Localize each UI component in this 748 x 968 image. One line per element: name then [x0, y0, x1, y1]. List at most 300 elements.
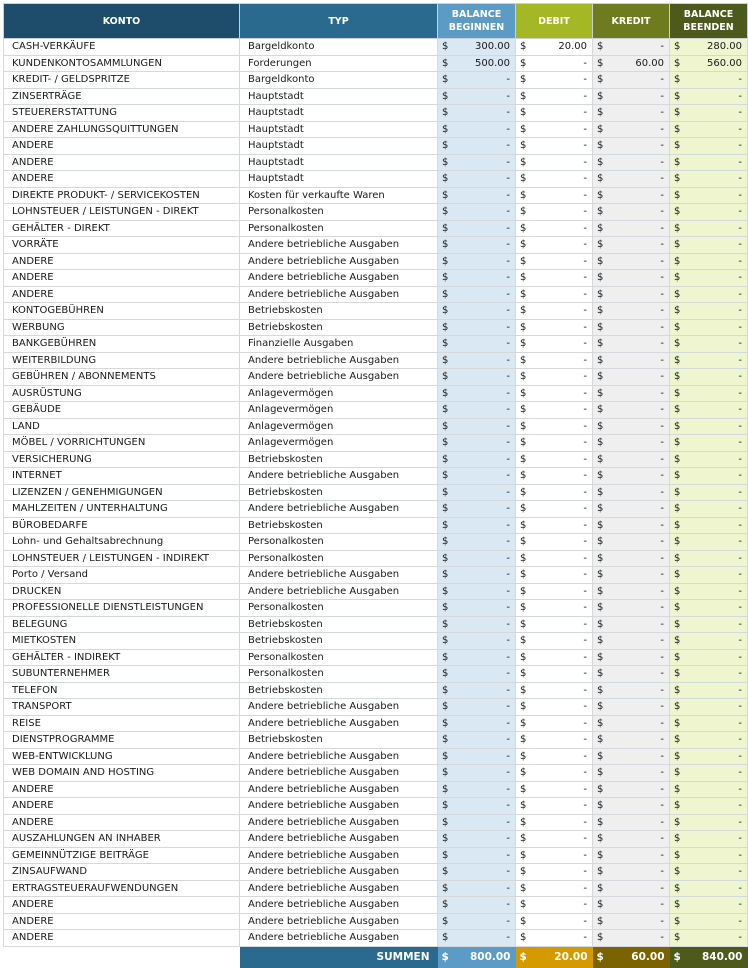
cell-balance-begin[interactable]: $ - [438, 121, 516, 138]
cell-konto[interactable]: LOHNSTEUER / LEISTUNGEN - DIREKT [4, 204, 240, 221]
cell-typ[interactable]: Andere betriebliche Ausgaben [240, 369, 438, 386]
cell-typ[interactable]: Andere betriebliche Ausgaben [240, 567, 438, 584]
cell-debit[interactable]: $ - [516, 864, 593, 881]
cell-kredit[interactable]: $ - [593, 567, 670, 584]
cell-debit[interactable]: $ - [516, 930, 593, 947]
cell-balance-begin[interactable]: $ - [438, 286, 516, 303]
cell-kredit[interactable]: $ - [593, 798, 670, 815]
cell-debit[interactable]: $ - [516, 847, 593, 864]
cell-balance-begin[interactable]: $ - [438, 583, 516, 600]
cell-balance-begin[interactable]: $ 300.00 [438, 39, 516, 56]
cell-balance-end[interactable]: $ - [670, 748, 748, 765]
cell-balance-end[interactable]: $ - [670, 435, 748, 452]
cell-kredit[interactable]: $ 60.00 [593, 55, 670, 72]
cell-kredit[interactable]: $ - [593, 418, 670, 435]
cell-balance-begin[interactable]: $ - [438, 336, 516, 353]
cell-kredit[interactable]: $ - [593, 435, 670, 452]
cell-balance-end[interactable]: $ - [670, 699, 748, 716]
cell-konto[interactable]: WEITERBILDUNG [4, 352, 240, 369]
cell-debit[interactable]: $ - [516, 897, 593, 914]
cell-debit[interactable]: $ - [516, 286, 593, 303]
cell-typ[interactable]: Betriebskosten [240, 682, 438, 699]
cell-typ[interactable]: Andere betriebliche Ausgaben [240, 352, 438, 369]
cell-balance-begin[interactable]: $ - [438, 864, 516, 881]
cell-debit[interactable]: $ - [516, 468, 593, 485]
cell-typ[interactable]: Anlagevermögen [240, 435, 438, 452]
cell-kredit[interactable]: $ - [593, 484, 670, 501]
cell-debit[interactable]: $ - [516, 72, 593, 89]
cell-konto[interactable]: BELEGUNG [4, 616, 240, 633]
cell-balance-begin[interactable]: $ - [438, 550, 516, 567]
cell-konto[interactable]: INTERNET [4, 468, 240, 485]
cell-kredit[interactable]: $ - [593, 171, 670, 188]
cell-typ[interactable]: Andere betriebliche Ausgaben [240, 913, 438, 930]
cell-typ[interactable]: Andere betriebliche Ausgaben [240, 897, 438, 914]
cell-typ[interactable]: Andere betriebliche Ausgaben [240, 699, 438, 716]
cell-debit[interactable]: $ - [516, 666, 593, 683]
cell-balance-end[interactable]: $ - [670, 286, 748, 303]
cell-konto[interactable]: ANDERE [4, 154, 240, 171]
cell-typ[interactable]: Kosten für verkaufte Waren [240, 187, 438, 204]
cell-konto[interactable]: GEBÄUDE [4, 402, 240, 419]
cell-debit[interactable]: $ - [516, 270, 593, 287]
cell-typ[interactable]: Betriebskosten [240, 633, 438, 650]
cell-balance-begin[interactable]: $ - [438, 237, 516, 254]
cell-kredit[interactable]: $ - [593, 715, 670, 732]
cell-balance-begin[interactable]: $ - [438, 814, 516, 831]
cell-balance-end[interactable]: $ - [670, 897, 748, 914]
cell-balance-begin[interactable]: $ - [438, 319, 516, 336]
cell-balance-begin[interactable]: $ - [438, 699, 516, 716]
cell-typ[interactable]: Personalkosten [240, 600, 438, 617]
cell-balance-begin[interactable]: $ - [438, 913, 516, 930]
cell-balance-begin[interactable]: $ - [438, 468, 516, 485]
cell-balance-end[interactable]: $ - [670, 154, 748, 171]
cell-kredit[interactable]: $ - [593, 814, 670, 831]
cell-debit[interactable]: $ - [516, 253, 593, 270]
cell-konto[interactable]: ANDERE ZAHLUNGSQUITTUNGEN [4, 121, 240, 138]
cell-kredit[interactable]: $ - [593, 765, 670, 782]
cell-balance-end[interactable]: $ - [670, 352, 748, 369]
cell-debit[interactable]: $ - [516, 88, 593, 105]
cell-balance-end[interactable]: $ - [670, 418, 748, 435]
cell-balance-begin[interactable]: $ 500.00 [438, 55, 516, 72]
cell-balance-end[interactable]: $ - [670, 814, 748, 831]
cell-typ[interactable]: Personalkosten [240, 550, 438, 567]
cell-kredit[interactable]: $ - [593, 286, 670, 303]
cell-debit[interactable]: $ 20.00 [516, 39, 593, 56]
cell-konto[interactable]: Porto / Versand [4, 567, 240, 584]
cell-debit[interactable]: $ - [516, 154, 593, 171]
cell-balance-end[interactable]: $ - [670, 501, 748, 518]
cell-balance-end[interactable]: $ - [670, 451, 748, 468]
cell-konto[interactable]: ANDERE [4, 798, 240, 815]
cell-typ[interactable]: Andere betriebliche Ausgaben [240, 286, 438, 303]
cell-kredit[interactable]: $ - [593, 517, 670, 534]
cell-konto[interactable]: ANDERE [4, 814, 240, 831]
cell-debit[interactable]: $ - [516, 732, 593, 749]
cell-typ[interactable]: Andere betriebliche Ausgaben [240, 715, 438, 732]
cell-debit[interactable]: $ - [516, 600, 593, 617]
cell-typ[interactable]: Andere betriebliche Ausgaben [240, 253, 438, 270]
cell-balance-end[interactable]: $ - [670, 319, 748, 336]
cell-debit[interactable]: $ - [516, 781, 593, 798]
cell-balance-end[interactable]: $ - [670, 220, 748, 237]
cell-konto[interactable]: KREDIT- / GELDSPRITZE [4, 72, 240, 89]
cell-balance-begin[interactable]: $ - [438, 303, 516, 320]
cell-balance-end[interactable]: $ - [670, 253, 748, 270]
cell-debit[interactable]: $ - [516, 765, 593, 782]
cell-balance-end[interactable]: $ - [670, 633, 748, 650]
cell-konto[interactable]: ANDERE [4, 930, 240, 947]
cell-debit[interactable]: $ - [516, 682, 593, 699]
cell-debit[interactable]: $ - [516, 814, 593, 831]
cell-balance-end[interactable]: $ - [670, 847, 748, 864]
cell-balance-end[interactable]: $ - [670, 121, 748, 138]
cell-kredit[interactable]: $ - [593, 468, 670, 485]
cell-debit[interactable]: $ - [516, 187, 593, 204]
cell-kredit[interactable]: $ - [593, 39, 670, 56]
cell-kredit[interactable]: $ - [593, 154, 670, 171]
cell-kredit[interactable]: $ - [593, 88, 670, 105]
cell-balance-begin[interactable]: $ - [438, 715, 516, 732]
cell-konto[interactable]: GEHÄLTER - INDIREKT [4, 649, 240, 666]
cell-balance-begin[interactable]: $ - [438, 204, 516, 221]
cell-kredit[interactable]: $ - [593, 352, 670, 369]
cell-kredit[interactable]: $ - [593, 748, 670, 765]
cell-balance-end[interactable]: $ - [670, 682, 748, 699]
cell-konto[interactable]: ZINSERTRÄGE [4, 88, 240, 105]
cell-typ[interactable]: Betriebskosten [240, 303, 438, 320]
cell-balance-end[interactable]: $ - [670, 88, 748, 105]
cell-balance-begin[interactable]: $ - [438, 682, 516, 699]
cell-debit[interactable]: $ - [516, 385, 593, 402]
cell-debit[interactable]: $ - [516, 484, 593, 501]
cell-balance-end[interactable]: $ - [670, 550, 748, 567]
cell-balance-end[interactable]: $ - [670, 468, 748, 485]
cell-kredit[interactable]: $ - [593, 913, 670, 930]
cell-debit[interactable]: $ - [516, 451, 593, 468]
cell-kredit[interactable]: $ - [593, 732, 670, 749]
cell-debit[interactable]: $ - [516, 121, 593, 138]
cell-balance-end[interactable]: $ - [670, 402, 748, 419]
cell-debit[interactable]: $ - [516, 633, 593, 650]
cell-debit[interactable]: $ - [516, 831, 593, 848]
cell-debit[interactable]: $ - [516, 699, 593, 716]
cell-balance-end[interactable]: $ - [670, 385, 748, 402]
cell-kredit[interactable]: $ - [593, 649, 670, 666]
cell-debit[interactable]: $ - [516, 237, 593, 254]
cell-konto[interactable]: DRUCKEN [4, 583, 240, 600]
cell-balance-begin[interactable]: $ - [438, 847, 516, 864]
cell-balance-begin[interactable]: $ - [438, 171, 516, 188]
cell-balance-begin[interactable]: $ - [438, 187, 516, 204]
cell-konto[interactable]: DIREKTE PRODUKT- / SERVICEKOSTEN [4, 187, 240, 204]
cell-kredit[interactable]: $ - [593, 847, 670, 864]
cell-debit[interactable]: $ - [516, 913, 593, 930]
cell-debit[interactable]: $ - [516, 567, 593, 584]
cell-konto[interactable]: ANDERE [4, 781, 240, 798]
cell-balance-end[interactable]: $ 560.00 [670, 55, 748, 72]
cell-typ[interactable]: Andere betriebliche Ausgaben [240, 748, 438, 765]
cell-typ[interactable]: Andere betriebliche Ausgaben [240, 765, 438, 782]
cell-kredit[interactable]: $ - [593, 121, 670, 138]
cell-balance-end[interactable]: $ - [670, 616, 748, 633]
cell-typ[interactable]: Hauptstadt [240, 171, 438, 188]
cell-balance-begin[interactable]: $ - [438, 402, 516, 419]
cell-kredit[interactable]: $ - [593, 616, 670, 633]
cell-balance-begin[interactable]: $ - [438, 418, 516, 435]
cell-balance-end[interactable]: $ - [670, 798, 748, 815]
cell-kredit[interactable]: $ - [593, 204, 670, 221]
cell-kredit[interactable]: $ - [593, 699, 670, 716]
cell-kredit[interactable]: $ - [593, 930, 670, 947]
cell-debit[interactable]: $ - [516, 369, 593, 386]
cell-konto[interactable]: LAND [4, 418, 240, 435]
cell-kredit[interactable]: $ - [593, 369, 670, 386]
cell-konto[interactable]: SUBUNTERNEHMER [4, 666, 240, 683]
cell-kredit[interactable]: $ - [593, 897, 670, 914]
cell-typ[interactable]: Personalkosten [240, 666, 438, 683]
cell-kredit[interactable]: $ - [593, 138, 670, 155]
cell-typ[interactable]: Andere betriebliche Ausgaben [240, 583, 438, 600]
cell-konto[interactable]: VORRÄTE [4, 237, 240, 254]
cell-balance-end[interactable]: $ - [670, 517, 748, 534]
cell-balance-begin[interactable]: $ - [438, 633, 516, 650]
cell-balance-begin[interactable]: $ - [438, 138, 516, 155]
cell-kredit[interactable]: $ - [593, 237, 670, 254]
cell-balance-begin[interactable]: $ - [438, 253, 516, 270]
cell-balance-begin[interactable]: $ - [438, 517, 516, 534]
cell-typ[interactable]: Betriebskosten [240, 616, 438, 633]
cell-debit[interactable]: $ - [516, 303, 593, 320]
cell-kredit[interactable]: $ - [593, 72, 670, 89]
cell-balance-end[interactable]: $ - [670, 484, 748, 501]
cell-debit[interactable]: $ - [516, 402, 593, 419]
cell-balance-begin[interactable]: $ - [438, 600, 516, 617]
cell-konto[interactable]: LIZENZEN / GENEHMIGUNGEN [4, 484, 240, 501]
cell-konto[interactable]: TELEFON [4, 682, 240, 699]
cell-balance-begin[interactable]: $ - [438, 732, 516, 749]
cell-debit[interactable]: $ - [516, 798, 593, 815]
cell-kredit[interactable]: $ - [593, 682, 670, 699]
cell-balance-begin[interactable]: $ - [438, 270, 516, 287]
cell-balance-end[interactable]: $ - [670, 732, 748, 749]
cell-konto[interactable]: REISE [4, 715, 240, 732]
cell-konto[interactable]: VERSICHERUNG [4, 451, 240, 468]
cell-konto[interactable]: MAHLZEITEN / UNTERHALTUNG [4, 501, 240, 518]
cell-balance-begin[interactable]: $ - [438, 649, 516, 666]
cell-typ[interactable]: Andere betriebliche Ausgaben [240, 814, 438, 831]
cell-balance-begin[interactable]: $ - [438, 781, 516, 798]
cell-typ[interactable]: Finanzielle Ausgaben [240, 336, 438, 353]
cell-balance-begin[interactable]: $ - [438, 666, 516, 683]
cell-debit[interactable]: $ - [516, 418, 593, 435]
cell-konto[interactable]: AUSZAHLUNGEN AN INHABER [4, 831, 240, 848]
cell-balance-begin[interactable]: $ - [438, 72, 516, 89]
cell-balance-begin[interactable]: $ - [438, 385, 516, 402]
cell-balance-begin[interactable]: $ - [438, 501, 516, 518]
cell-typ[interactable]: Bargeldkonto [240, 39, 438, 56]
cell-typ[interactable]: Hauptstadt [240, 121, 438, 138]
cell-typ[interactable]: Andere betriebliche Ausgaben [240, 270, 438, 287]
cell-balance-begin[interactable]: $ - [438, 435, 516, 452]
cell-typ[interactable]: Betriebskosten [240, 319, 438, 336]
cell-kredit[interactable]: $ - [593, 105, 670, 122]
cell-konto[interactable]: TRANSPORT [4, 699, 240, 716]
cell-kredit[interactable]: $ - [593, 880, 670, 897]
cell-typ[interactable]: Andere betriebliche Ausgaben [240, 880, 438, 897]
cell-konto[interactable]: MÖBEL / VORRICHTUNGEN [4, 435, 240, 452]
cell-balance-begin[interactable]: $ - [438, 798, 516, 815]
cell-debit[interactable]: $ - [516, 550, 593, 567]
cell-kredit[interactable]: $ - [593, 270, 670, 287]
cell-debit[interactable]: $ - [516, 435, 593, 452]
cell-kredit[interactable]: $ - [593, 583, 670, 600]
cell-konto[interactable]: ZINSAUFWAND [4, 864, 240, 881]
cell-debit[interactable]: $ - [516, 616, 593, 633]
cell-konto[interactable]: ANDERE [4, 138, 240, 155]
cell-konto[interactable]: DIENSTPROGRAMME [4, 732, 240, 749]
cell-typ[interactable]: Forderungen [240, 55, 438, 72]
cell-typ[interactable]: Anlagevermögen [240, 385, 438, 402]
cell-debit[interactable]: $ - [516, 55, 593, 72]
cell-kredit[interactable]: $ - [593, 220, 670, 237]
cell-typ[interactable]: Personalkosten [240, 534, 438, 551]
cell-typ[interactable]: Betriebskosten [240, 517, 438, 534]
cell-debit[interactable]: $ - [516, 171, 593, 188]
cell-balance-end[interactable]: $ - [670, 913, 748, 930]
cell-kredit[interactable]: $ - [593, 781, 670, 798]
cell-debit[interactable]: $ - [516, 583, 593, 600]
cell-kredit[interactable]: $ - [593, 666, 670, 683]
cell-typ[interactable]: Betriebskosten [240, 484, 438, 501]
cell-kredit[interactable]: $ - [593, 253, 670, 270]
cell-balance-end[interactable]: $ - [670, 880, 748, 897]
cell-balance-begin[interactable]: $ - [438, 451, 516, 468]
cell-konto[interactable]: BANKGEBÜHREN [4, 336, 240, 353]
cell-konto[interactable]: PROFESSIONELLE DIENSTLEISTUNGEN [4, 600, 240, 617]
cell-konto[interactable]: GEHÄLTER - DIREKT [4, 220, 240, 237]
cell-konto[interactable]: STEUERERSTATTUNG [4, 105, 240, 122]
cell-konto[interactable]: CASH-VERKÄUFE [4, 39, 240, 56]
cell-balance-begin[interactable]: $ - [438, 831, 516, 848]
cell-balance-begin[interactable]: $ - [438, 220, 516, 237]
cell-balance-end[interactable]: $ - [670, 781, 748, 798]
cell-balance-begin[interactable]: $ - [438, 154, 516, 171]
cell-balance-begin[interactable]: $ - [438, 352, 516, 369]
cell-konto[interactable]: ANDERE [4, 286, 240, 303]
cell-balance-end[interactable]: $ - [670, 72, 748, 89]
cell-konto[interactable]: WEB DOMAIN AND HOSTING [4, 765, 240, 782]
cell-balance-end[interactable]: $ - [670, 666, 748, 683]
cell-typ[interactable]: Andere betriebliche Ausgaben [240, 864, 438, 881]
cell-balance-begin[interactable]: $ - [438, 88, 516, 105]
cell-debit[interactable]: $ - [516, 748, 593, 765]
cell-konto[interactable]: ANDERE [4, 897, 240, 914]
cell-kredit[interactable]: $ - [593, 451, 670, 468]
cell-konto[interactable]: KONTOGEBÜHREN [4, 303, 240, 320]
cell-konto[interactable]: LOHNSTEUER / LEISTUNGEN - INDIREKT [4, 550, 240, 567]
cell-typ[interactable]: Betriebskosten [240, 732, 438, 749]
cell-kredit[interactable]: $ - [593, 336, 670, 353]
cell-konto[interactable]: WERBUNG [4, 319, 240, 336]
cell-balance-end[interactable]: $ - [670, 930, 748, 947]
cell-balance-begin[interactable]: $ - [438, 369, 516, 386]
cell-kredit[interactable]: $ - [593, 600, 670, 617]
cell-balance-end[interactable]: $ - [670, 336, 748, 353]
cell-typ[interactable]: Bargeldkonto [240, 72, 438, 89]
cell-balance-end[interactable]: $ - [670, 765, 748, 782]
cell-balance-end[interactable]: $ - [670, 649, 748, 666]
cell-typ[interactable]: Andere betriebliche Ausgaben [240, 781, 438, 798]
cell-balance-begin[interactable]: $ - [438, 567, 516, 584]
cell-kredit[interactable]: $ - [593, 633, 670, 650]
cell-balance-begin[interactable]: $ - [438, 534, 516, 551]
cell-balance-end[interactable]: $ - [670, 187, 748, 204]
cell-konto[interactable]: MIETKOSTEN [4, 633, 240, 650]
cell-typ[interactable]: Hauptstadt [240, 105, 438, 122]
cell-debit[interactable]: $ - [516, 319, 593, 336]
cell-kredit[interactable]: $ - [593, 385, 670, 402]
cell-debit[interactable]: $ - [516, 715, 593, 732]
cell-balance-end[interactable]: $ 280.00 [670, 39, 748, 56]
cell-debit[interactable]: $ - [516, 649, 593, 666]
cell-balance-end[interactable]: $ - [670, 583, 748, 600]
cell-konto[interactable]: ANDERE [4, 253, 240, 270]
cell-konto[interactable]: WEB-ENTWICKLUNG [4, 748, 240, 765]
cell-debit[interactable]: $ - [516, 220, 593, 237]
cell-balance-end[interactable]: $ - [670, 715, 748, 732]
cell-balance-begin[interactable]: $ - [438, 880, 516, 897]
cell-balance-begin[interactable]: $ - [438, 105, 516, 122]
cell-konto[interactable]: BÜROBEDARFE [4, 517, 240, 534]
cell-balance-end[interactable]: $ - [670, 171, 748, 188]
cell-balance-end[interactable]: $ - [670, 237, 748, 254]
cell-debit[interactable]: $ - [516, 204, 593, 221]
cell-typ[interactable]: Anlagevermögen [240, 402, 438, 419]
cell-kredit[interactable]: $ - [593, 501, 670, 518]
cell-typ[interactable]: Personalkosten [240, 649, 438, 666]
cell-konto[interactable]: KUNDENKONTOSAMMLUNGEN [4, 55, 240, 72]
cell-balance-begin[interactable]: $ - [438, 484, 516, 501]
cell-debit[interactable]: $ - [516, 105, 593, 122]
cell-balance-end[interactable]: $ - [670, 303, 748, 320]
cell-kredit[interactable]: $ - [593, 319, 670, 336]
cell-konto[interactable]: ANDERE [4, 270, 240, 287]
cell-typ[interactable]: Andere betriebliche Ausgaben [240, 798, 438, 815]
cell-typ[interactable]: Personalkosten [240, 204, 438, 221]
cell-debit[interactable]: $ - [516, 501, 593, 518]
cell-balance-end[interactable]: $ - [670, 204, 748, 221]
cell-konto[interactable]: ANDERE [4, 171, 240, 188]
cell-kredit[interactable]: $ - [593, 303, 670, 320]
cell-balance-begin[interactable]: $ - [438, 930, 516, 947]
cell-typ[interactable]: Andere betriebliche Ausgaben [240, 501, 438, 518]
cell-balance-end[interactable]: $ - [670, 369, 748, 386]
cell-konto[interactable]: ANDERE [4, 913, 240, 930]
cell-balance-end[interactable]: $ - [670, 567, 748, 584]
cell-typ[interactable]: Personalkosten [240, 220, 438, 237]
cell-konto[interactable]: Lohn- und Gehaltsabrechnung [4, 534, 240, 551]
cell-balance-end[interactable]: $ - [670, 138, 748, 155]
cell-typ[interactable]: Betriebskosten [240, 451, 438, 468]
cell-typ[interactable]: Hauptstadt [240, 88, 438, 105]
cell-debit[interactable]: $ - [516, 534, 593, 551]
cell-typ[interactable]: Hauptstadt [240, 138, 438, 155]
cell-typ[interactable]: Andere betriebliche Ausgaben [240, 831, 438, 848]
cell-kredit[interactable]: $ - [593, 187, 670, 204]
